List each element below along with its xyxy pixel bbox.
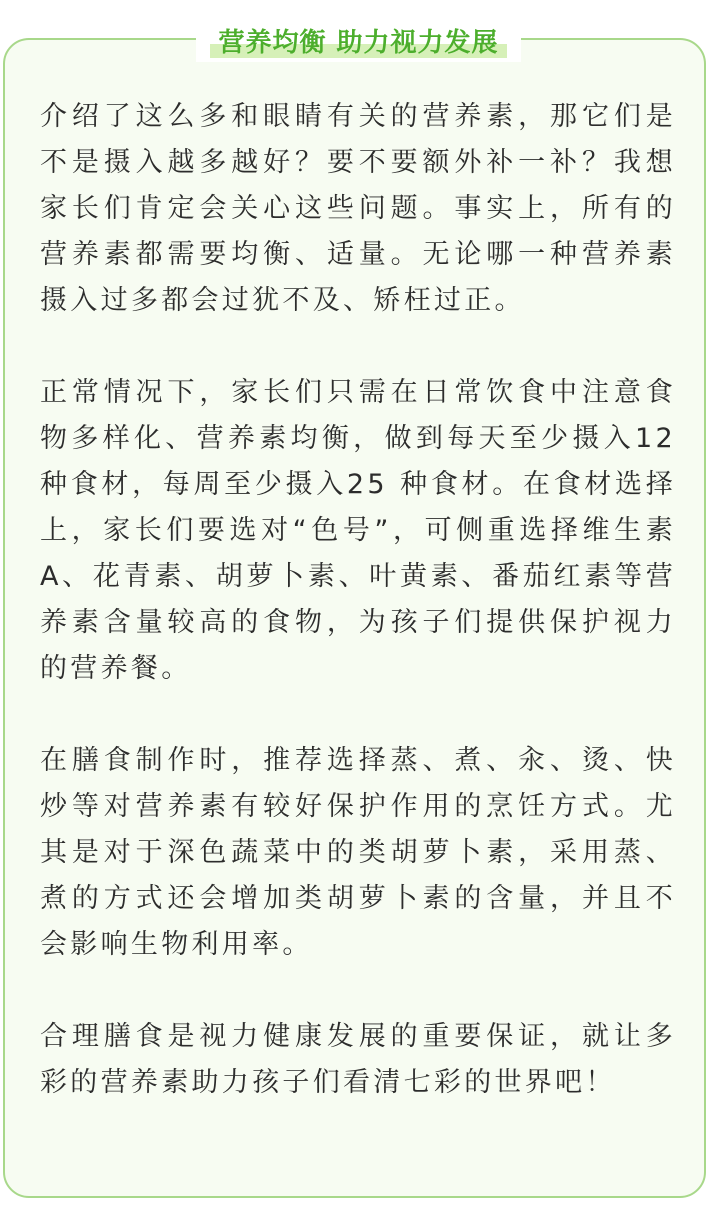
paragraph-diet-variety: 正常情况下，家长们只需在日常饮食中注意食物多样化、营养素均衡，做到每天至少摄入12 种食材，每周至少摄入25 种食材。在食材选择上，家长们要选对“色号”，可侧重选择维生素A、花青素、胡萝卜素、叶黄素、番茄红素等营养素含量较高的食物，为孩子们提供保护视力的营养餐。 (40, 377, 676, 684)
paragraph-intro: 介绍了这么多和眼睛有关的营养素，那它们是不是摄入越多越好？要不要额外补一补？我想家长们肯定会关心这些问题。事实上，所有的营养素都需要均衡、适量。无论哪一种营养素摄入过多都会过犹不及、矫枉过正。 (40, 101, 676, 316)
paragraph-conclusion: 合理膳食是视力健康发展的重要保证，就让多彩的营养素助力孩子们看清七彩的世界吧！ (40, 1021, 676, 1098)
title-container (0, 18, 717, 62)
paragraph-cooking-methods: 在膳食制作时，推荐选择蒸、煮、汆、烫、快炒等对营养素有较好保护作用的烹饪方式。尤其是对于深色蔬菜中的类胡萝卜素，采用蒸、煮的方式还会增加类胡萝卜素的含量，并且不会影响生物利用率。 (40, 745, 676, 960)
article-body (40, 94, 676, 1106)
section-title (196, 18, 520, 62)
section-title-text: 营养均衡 助力视力发展 (218, 27, 499, 58)
